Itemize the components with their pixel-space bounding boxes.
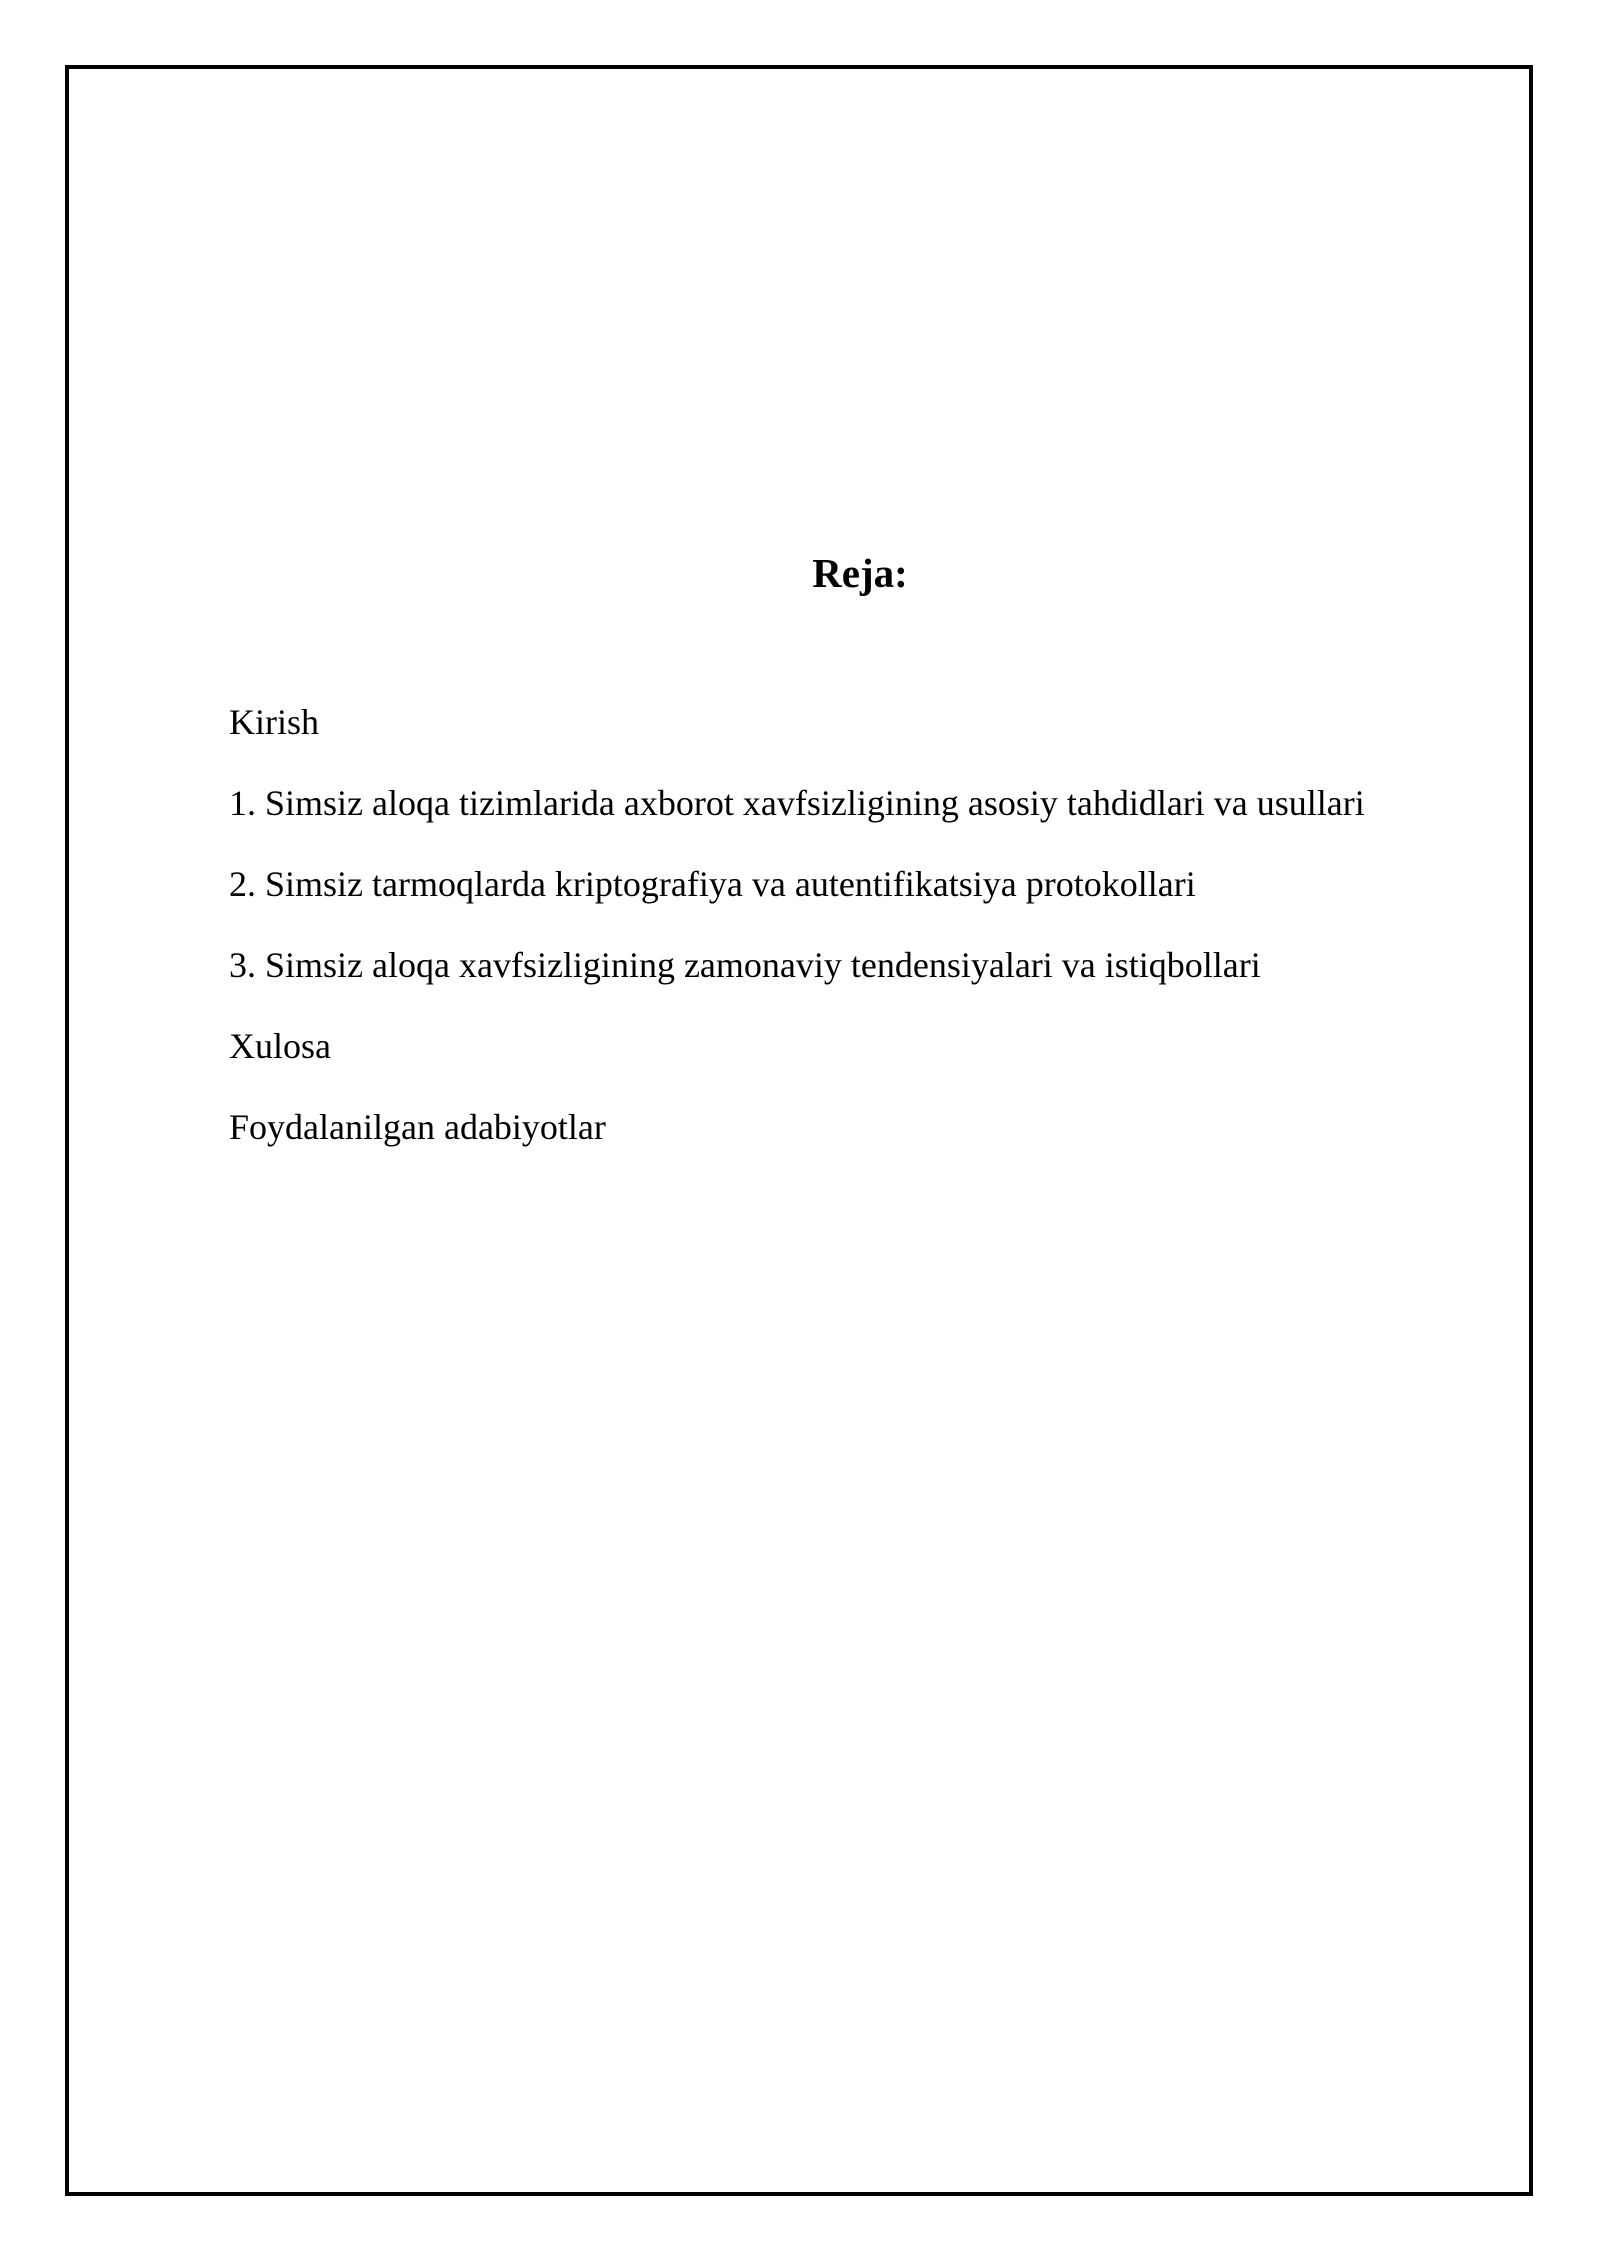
plan-item-chapter-2: 2. Simsiz tarmoqlarda kriptografiya va autentifikatsiya protokollari — [229, 864, 1196, 904]
plan-item-introduction: Kirish — [229, 702, 319, 742]
plan-list — [229, 700, 1365, 1186]
plan-item-chapter-3: 3. Simsiz aloqa xavfsizligining zamonaviy tendensiyalari va istiqbollari — [229, 945, 1261, 985]
plan-item-references: Foydalanilgan adabiyotlar — [229, 1107, 606, 1147]
page-title: Reja: — [812, 550, 908, 596]
plan-item-chapter-1: 1. Simsiz aloqa tizimlarida axborot xavfsizligining asosiy tahdidlari va usullari — [229, 783, 1365, 823]
plan-item-conclusion: Xulosa — [229, 1026, 331, 1066]
